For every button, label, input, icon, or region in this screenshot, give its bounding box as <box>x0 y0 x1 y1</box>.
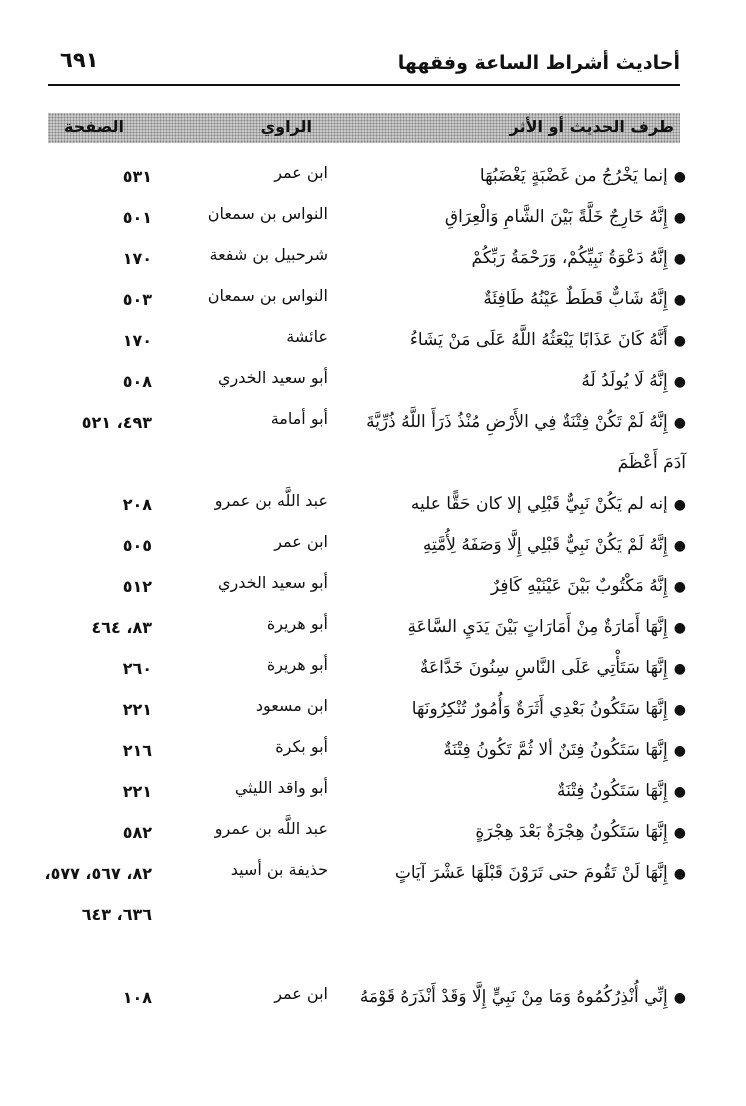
hadith-cell <box>356 320 686 361</box>
narrator-cell: ابن مسعود <box>255 696 328 715</box>
narrator-cell: ابن عمر <box>274 984 328 1003</box>
narrator-cell: أبو هريرة <box>266 614 328 633</box>
narrator-cell: النواس بن سمعان <box>207 286 328 305</box>
hadith-text: إِنَّهُ لَمْ تَكُنْ فِتْنَةٌ فِي الأَرْضِ مُنْذُ ذَرَأَ اللَّهُ ذُرِّيَّةَ آدَمَ أَعْظَمَ <box>366 412 686 473</box>
hadith-cell <box>356 566 686 607</box>
table-row <box>0 234 746 275</box>
narrator-cell: شرحبيل بن شفعة <box>209 245 328 264</box>
table-row <box>0 973 746 1055</box>
hadith-text: إِنَّهُ دَعْوَةُ نَبِيِّكُمْ، وَرَحْمَةُ رَبِّكُمْ <box>471 248 668 268</box>
hadith-cell <box>356 977 686 1018</box>
hadith-text: إِنَّهَا سَتَكُونُ بَعْدِي أَثَرَةٌ وَأُمُورٌ تُنْكِرُونَهَا <box>411 699 668 719</box>
hadith-text: إِنَّهُ لَا يُولَدُ لَهُ <box>581 371 668 391</box>
table-row <box>0 480 746 521</box>
hadith-text: إِنِّي أُنْذِرُكُمُوهُ وَمَا مِنْ نَبِيٍّ إِلَّا وَقَدْ أَنْذَرَهُ قَوْمَهُ <box>359 987 668 1007</box>
column-header-hadith: طرف الحديث أو الأثر <box>509 117 674 136</box>
hadith-cell <box>356 689 686 730</box>
narrator-cell: أبو أمامة <box>270 409 328 428</box>
page-ref-cell: ٥٠١ <box>122 208 152 227</box>
page-header <box>48 44 680 86</box>
bullet-icon: ● <box>673 990 686 1006</box>
table-row <box>0 685 746 726</box>
bullet-icon: ● <box>673 702 686 718</box>
hadith-cell <box>356 361 686 402</box>
page-ref-cell: ٢١٦ <box>122 741 152 760</box>
bullet-icon: ● <box>673 210 686 226</box>
page-ref-cell: ١٧٠ <box>122 331 152 350</box>
hadith-text: إنه لم يَكُنْ نَبِيٌّ قَبْلِي إلا كان حَقًّا عليه <box>410 494 668 514</box>
hadith-cell <box>356 402 686 483</box>
table-row <box>0 644 746 685</box>
bullet-icon: ● <box>673 538 686 554</box>
table-row <box>0 275 746 316</box>
table-row <box>0 808 746 849</box>
narrator-cell: أبو واقد الليثي <box>234 778 328 797</box>
hadith-text: أَنَّهُ كَانَ عَذَابًا يَبْعَثُهُ اللَّهُ عَلَى مَنْ يَشَاءُ <box>409 330 668 350</box>
bullet-icon: ● <box>673 743 686 759</box>
narrator-cell: أبو سعيد الخدري <box>218 573 328 592</box>
hadith-text: إِنَّهَا سَتَكُونُ فِتَنٌ ألا ثُمَّ تَكُونُ فِتْنَةٌ <box>443 740 668 760</box>
book-title: أحاديث أشراط الساعة وفقهها <box>397 52 680 74</box>
page-ref-cell: ٢٢١ <box>122 700 152 719</box>
hadith-cell <box>356 853 686 894</box>
page-ref-cell: ١٠٨ <box>122 988 152 1007</box>
table-row <box>0 849 746 973</box>
table-row <box>0 316 746 357</box>
bullet-icon: ● <box>673 292 686 308</box>
table-row <box>0 726 746 767</box>
column-header-narrator: الراوي <box>260 117 312 136</box>
table-row <box>0 521 746 562</box>
narrator-cell: أبو بكرة <box>275 737 328 756</box>
narrator-cell: النواس بن سمعان <box>207 204 328 223</box>
bullet-icon: ● <box>673 866 686 882</box>
narrator-cell: أبو هريرة <box>266 655 328 674</box>
page-ref-cell: ٥١٢ <box>122 577 152 596</box>
hadith-text: إِنَّهَا سَتَكُونُ هِجْرَةٌ بَعْدَ هِجْرَةٍ <box>475 822 668 842</box>
hadith-cell <box>356 730 686 771</box>
table-row <box>0 562 746 603</box>
bullet-icon: ● <box>673 415 686 431</box>
hadith-text: إِنَّهُ شَابٌّ قَطَطٌ عَيْنُهُ طَافِئَةٌ <box>483 289 668 309</box>
page-ref-cell: ٥٨٢ <box>122 823 152 842</box>
hadith-text: إِنَّهَا لَنْ تَقُومَ حتى تَرَوْنَ قَبْلَهَا عَشْرَ آيَاتٍ <box>394 863 668 883</box>
hadith-cell <box>356 279 686 320</box>
bullet-icon: ● <box>673 620 686 636</box>
narrator-cell: عبد اللَّه بن عمرو <box>214 819 328 838</box>
page-ref-cell: ٥٠٥ <box>122 536 152 555</box>
page-ref-cell: ٥٠٨ <box>122 372 152 391</box>
narrator-cell: عبد اللَّه بن عمرو <box>214 491 328 510</box>
table-row <box>0 398 746 480</box>
bullet-icon: ● <box>673 497 686 513</box>
hadith-text: إِنَّهَا أَمَارَةٌ مِنْ أَمَارَاتٍ بَيْنَ يَدَيِ السَّاعَةِ <box>407 617 668 637</box>
hadith-text: إِنَّهُ خَارِجٌ خَلَّةً بَيْنَ الشَّامِ وَالْعِرَاقِ <box>444 207 668 227</box>
hadith-text: إِنَّهُ مَكْتُوبٌ بَيْنَ عَيْنَيْهِ كَافِرٌ <box>490 576 668 596</box>
hadith-cell <box>356 238 686 279</box>
page-ref-cell: ٢٦٠ <box>122 659 152 678</box>
page-ref-cell: ٨٣، ٤٦٤ <box>91 618 152 637</box>
hadith-cell <box>356 156 686 197</box>
hadith-cell <box>356 525 686 566</box>
page-ref-cell: ٨٢، ٥٦٧، ٥٧٧، ٦٣٦، ٦٤٣ <box>44 864 152 924</box>
table-row <box>0 193 746 234</box>
table-row <box>0 357 746 398</box>
hadith-cell <box>356 197 686 238</box>
hadith-text: إِنَّهَا سَتَأْتِي عَلَى النَّاسِ سِنُونَ خَدَّاعَةٌ <box>419 658 668 678</box>
hadith-cell <box>356 812 686 853</box>
table-row <box>0 152 746 193</box>
bullet-icon: ● <box>673 784 686 800</box>
hadith-cell <box>356 648 686 689</box>
column-header-bar <box>48 113 680 143</box>
page-ref-cell: ٢٢١ <box>122 782 152 801</box>
bullet-icon: ● <box>673 579 686 595</box>
page-ref-cell: ٥٣١ <box>122 167 152 186</box>
bullet-icon: ● <box>673 251 686 267</box>
table-row <box>0 767 746 808</box>
hadith-text: إِنَّهُ لَمْ يَكُنْ نَبِيٌّ قَبْلِي إِلَّا وَصَفَهُ لِأُمَّتِهِ <box>422 535 668 555</box>
bullet-icon: ● <box>673 333 686 349</box>
hadith-cell <box>356 484 686 525</box>
narrator-cell: عائشة <box>286 327 328 346</box>
hadith-cell <box>356 771 686 812</box>
hadith-text: إِنَّهَا سَتَكُونُ فِتْنَةٌ <box>556 781 668 801</box>
table-row <box>0 603 746 644</box>
page-ref-cell: ٤٩٣، ٥٢١ <box>81 413 152 432</box>
narrator-cell: ابن عمر <box>274 532 328 551</box>
hadith-text: إنما يَخْرُجُ من غَضْبَةٍ يَغْضَبُهَا <box>479 166 668 186</box>
page-ref-cell: ٢٠٨ <box>122 495 152 514</box>
bullet-icon: ● <box>673 825 686 841</box>
narrator-cell: أبو سعيد الخدري <box>218 368 328 387</box>
hadith-cell <box>356 607 686 648</box>
bullet-icon: ● <box>673 661 686 677</box>
column-header-page: الصفحة <box>63 117 124 136</box>
index-table <box>0 152 746 1055</box>
page-number: ٦٩١ <box>60 48 99 72</box>
narrator-cell: ابن عمر <box>274 163 328 182</box>
bullet-icon: ● <box>673 374 686 390</box>
narrator-cell: حذيفة بن أسيد <box>230 860 328 879</box>
page-ref-cell: ١٧٠ <box>122 249 152 268</box>
bullet-icon: ● <box>673 169 686 185</box>
page-ref-cell: ٥٠٣ <box>122 290 152 309</box>
